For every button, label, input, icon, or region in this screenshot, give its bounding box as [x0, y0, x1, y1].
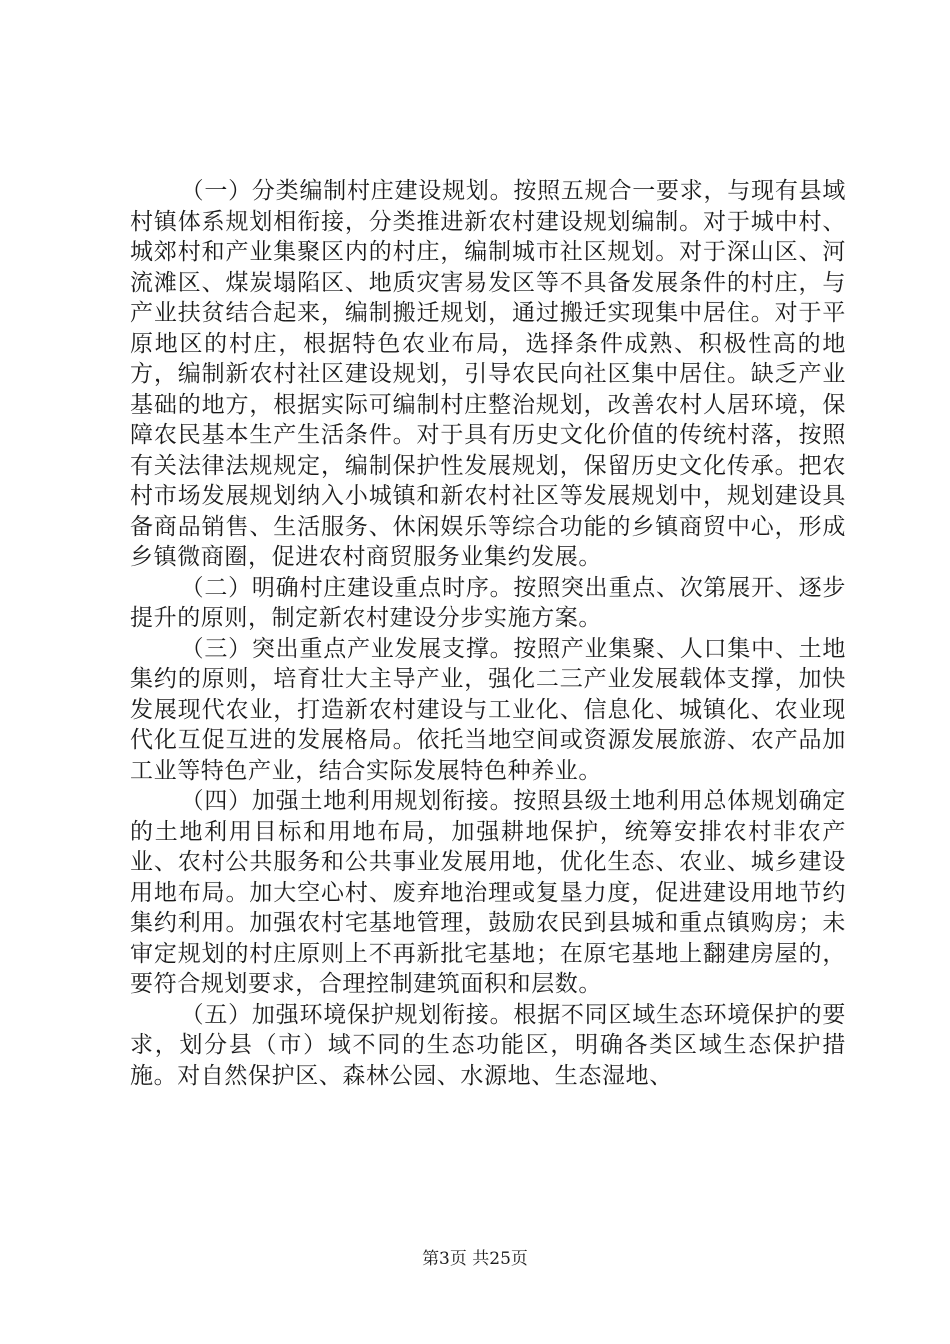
paragraph-1: （一）分类编制村庄建设规划。按照五规合一要求，与现有县域村镇体系规划相衔接，分类推进新农村建设规划编制。对于城中村、城郊村和产业集聚区内的村庄，编制城市社区规划。对于深山区、河流滩区、煤炭塌陷区、地质灾害易发区等不具备发展条件的村庄，与产业扶贫结合起来，编制搬迁规划，通过搬迁实现集中居住。对于平原地区的村庄，根据特色农业布局，选择条件成熟、积极性高的地方，编制新农村社区建设规划，引导农民向社区集中居住。缺乏产业基础的地方，根据实际可编制村庄整治规划，改善农村人居环境，保障农民基本生产生活条件。对于具有历史文化价值的传统村落，按照有关法律法规规定，编制保护性发展规划，保留历史文化传承。把农村市场发展规划纳入小城镇和新农村社区等发展规划中，规划建设具备商品销售、生活服务、休闲娱乐等综合功能的乡镇商贸中心，形成乡镇微商圈，促进农村商贸服务业集约发展。 [130, 178, 846, 570]
document-body [130, 176, 846, 1091]
paragraph-2: （二）明确村庄建设重点时序。按照突出重点、次第展开、逐步提升的原则，制定新农村建设分步实施方案。 [130, 574, 846, 631]
paragraph-4: （四）加强土地利用规划衔接。按照县级土地利用总体规划确定的土地利用目标和用地布局，加强耕地保护，统筹安排农村非农产业、农村公共服务和公共事业发展用地，优化生态、农业、城乡建设用地布局。加大空心村、废弃地治理或复垦力度，促进建设用地节约集约利用。加强农村宅基地管理，鼓励农民到县城和重点镇购房；未审定规划的村庄原则上不再新批宅基地；在原宅基地上翻建房屋的，要符合规划要求，合理控制建筑面积和层数。 [130, 788, 846, 997]
page-number: 第3页 [422, 1249, 467, 1269]
paragraph-3: （三）突出重点产业发展支撑。按照产业集聚、人口集中、土地集约的原则，培育壮大主导产业，强化二三产业发展载体支撑，加快发展现代农业，打造新农村建设与工业化、信息化、城镇化、农业现代化互促互进的发展格局。依托当地空间或资源发展旅游、农产品加工业等特色产业，结合实际发展特色种养业。 [130, 635, 846, 784]
page-footer [0, 1244, 950, 1269]
paragraph-5: （五）加强环境保护规划衔接。根据不同区域生态环境保护的要求，划分县（市）域不同的生态功能区，明确各类区域生态保护措施。对自然保护区、森林公园、水源地、生态湿地、 [130, 1001, 846, 1089]
page-total: 共25页 [472, 1249, 528, 1269]
